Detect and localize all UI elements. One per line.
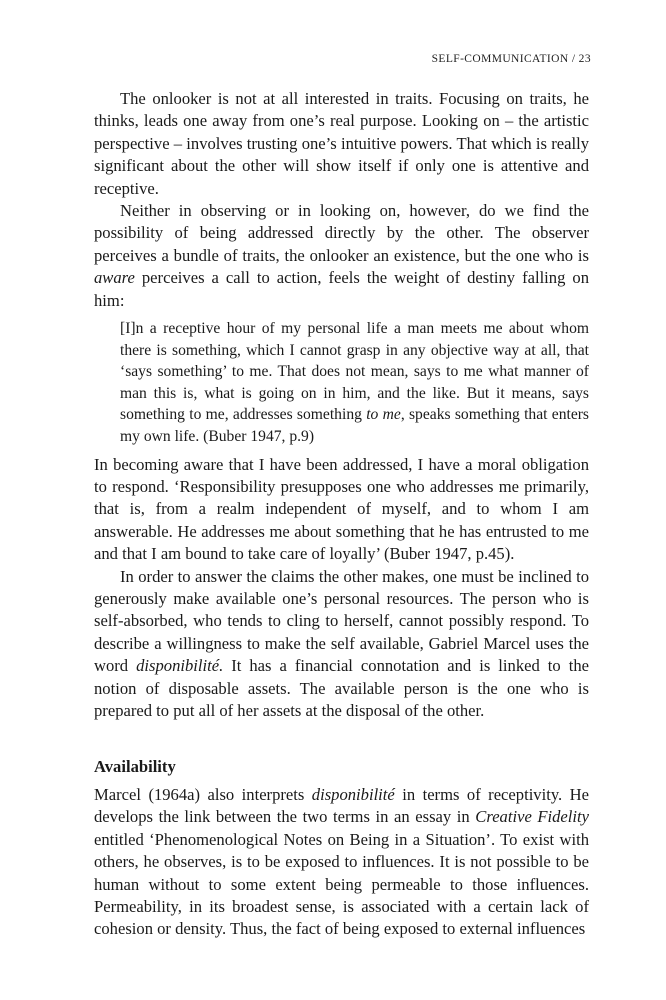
- paragraph-4-emphasis: disponibilité.: [136, 656, 224, 676]
- quote-text-a: [I]n a receptive hour of my personal life a man meets me about whom there is something, which I cannot grasp in any objective way at all, that ‘says something’ to me. That does not mean, says to me what manner of man this is, what is going on in him, and the like. But it means, says something to me, addresses something: [120, 320, 589, 424]
- paragraph-5-text-c: entitled ‘Phenomenological Notes on Being in a Situation’. To exist with others, he observes, is to be exposed to influences. It is not possible to be human without to some extent being permeable to those influences. Permeability, in its broadest sense, is associated with a certain lack of cohesion or density. Thus, the fact of being exposed to external influences: [94, 829, 589, 939]
- quote-emphasis: to me: [366, 406, 401, 424]
- section-heading: Availability: [94, 756, 176, 776]
- body-text: [94, 88, 589, 941]
- paragraph-5-text-b: in terms of receptivity. He develops the link between the two terms in an essay in: [94, 784, 589, 827]
- paragraph-2: [94, 200, 589, 312]
- paragraph-5-text-a: Marcel (1964a) also interprets: [94, 784, 312, 804]
- paragraph-2-emphasis: aware: [94, 268, 135, 288]
- running-head: SELF-COMMUNICATION / 23: [431, 53, 591, 65]
- paragraph-5-emphasis-1: disponibilité: [311, 784, 395, 804]
- block-quote: [120, 318, 589, 448]
- paragraph-4-text-b: It has a financial connotation and is linked to the notion of disposable assets. The available person is the one who is prepared to put all of her assets at the disposal of the other.: [94, 656, 589, 721]
- paragraph-5-emphasis-2: Creative Fidelity: [475, 807, 589, 827]
- paragraph-2-text-a: Neither in observing or in looking on, however, do we find the possibility of being addressed directly by the other. The observer perceives a bundle of traits, the onlooker an existence, but the one who is: [94, 201, 589, 265]
- paragraph-4-text-a: In order to answer the claims the other makes, one must be inclined to generously make available one’s personal resources. The person who is self-absorbed, who tends to cling to herself, cannot possibly respond. To describe a willingness to make the self available, Gabriel Marcel uses the word: [94, 566, 589, 676]
- quote-text-b: , speaks something that enters my own life. (Buber 1947, p.9): [120, 406, 590, 446]
- paragraph-5: [94, 784, 589, 941]
- paragraph-2-text-b: perceives a call to action, feels the weight of destiny falling on him:: [94, 268, 589, 310]
- paragraph-3: In becoming aware that I have been addressed, I have a moral obligation to respond. ‘Responsibility presupposes one who addresses me primarily, that is, from a realm independent of myself, and to whom I am answerable. He addresses me about something that he has entrusted to me and that I am bound to take care of loyally’ (Buber 1947, p.45).: [94, 454, 589, 564]
- paragraph-1: The onlooker is not at all interested in traits. Focusing on traits, he thinks, leads one away from one’s real purpose. Looking on – the artistic perspective – involves trusting one’s intuitive powers. That which is really significant about the other will show itself if only one is attentive and receptive.: [94, 89, 589, 198]
- paragraph-4: [94, 566, 589, 723]
